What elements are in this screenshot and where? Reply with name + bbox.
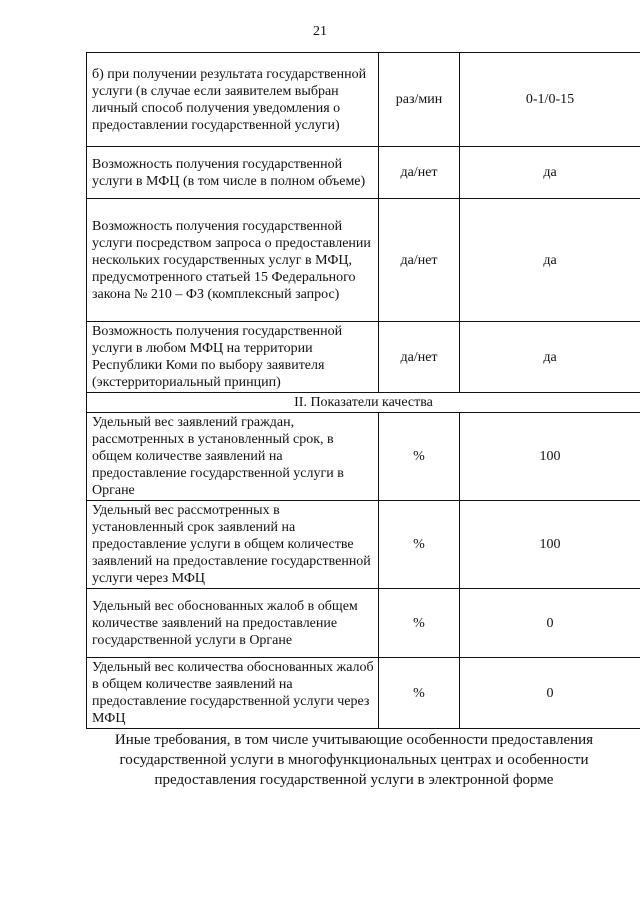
indicator-value: да (460, 147, 640, 199)
indicator-value: 0 (460, 589, 640, 658)
table-row (87, 501, 640, 589)
section-heading-line: предоставления государственной услуги в электронной форме (154, 772, 554, 788)
indicator-value: да (460, 199, 640, 322)
section-heading (84, 730, 624, 790)
section-heading-line: государственной услуги в многофункциональных центрах и особенности (119, 752, 589, 768)
indicator-value: 100 (460, 413, 640, 501)
indicator-value: 100 (460, 501, 640, 589)
page-number: 21 (313, 24, 327, 39)
section-heading-line: Иные требования, в том числе учитывающие особенности предоставления (114, 732, 594, 748)
indicator-value: да (460, 322, 640, 393)
indicator-unit: % (379, 413, 460, 501)
indicator-name: Возможность получения государственной услуги в МФЦ (в том числе в полном объеме) (87, 147, 379, 199)
indicator-unit: да/нет (379, 322, 460, 393)
indicator-name: Удельный вес рассмотренных в установленный срок заявлений на предоставление услуги в общем количестве заявлений на предоставление государственной услуги через МФЦ (87, 501, 379, 589)
indicator-unit: % (379, 589, 460, 658)
indicator-name: Удельный вес обоснованных жалоб в общем количестве заявлений на предоставление государственной услуги в Органе (87, 589, 379, 658)
section-row (87, 393, 640, 413)
indicator-unit: да/нет (379, 147, 460, 199)
indicator-name: Удельный вес количества обоснованных жалоб в общем количестве заявлений на предоставление государственной услуги через МФЦ (87, 658, 379, 729)
indicator-name: Возможность получения государственной услуги посредством запроса о предоставлении нескольких государственных услуг в МФЦ, предусмотренного статьей 15 Федерального закона № 210 – ФЗ (комплексный запрос) (87, 199, 379, 322)
table-row (87, 658, 640, 729)
indicator-value: 0-1/0-15 (460, 53, 640, 147)
table-row (87, 147, 640, 199)
table-row (87, 413, 640, 501)
indicator-name: Возможность получения государственной услуги в любом МФЦ на территории Республики Коми по выбору заявителя (экстерриториальный принцип) (87, 322, 379, 393)
table-row (87, 322, 640, 393)
table-row (87, 589, 640, 658)
table-row (87, 199, 640, 322)
indicators-table (86, 52, 640, 729)
indicator-unit: % (379, 658, 460, 729)
indicator-unit: % (379, 501, 460, 589)
indicator-value: 0 (460, 658, 640, 729)
section-title: II. Показатели качества (87, 393, 640, 413)
table-row (87, 53, 640, 147)
indicator-unit: раз/мин (379, 53, 460, 147)
indicator-name: Удельный вес заявлений граждан, рассмотренных в установленный срок, в общем количестве заявлений на предоставление государственной услуги в Органе (87, 413, 379, 501)
indicator-name: б) при получении результата государственной услуги (в случае если заявителем выбран личный способ получения уведомления о предоставлении государственной услуги) (87, 53, 379, 147)
indicator-unit: да/нет (379, 199, 460, 322)
